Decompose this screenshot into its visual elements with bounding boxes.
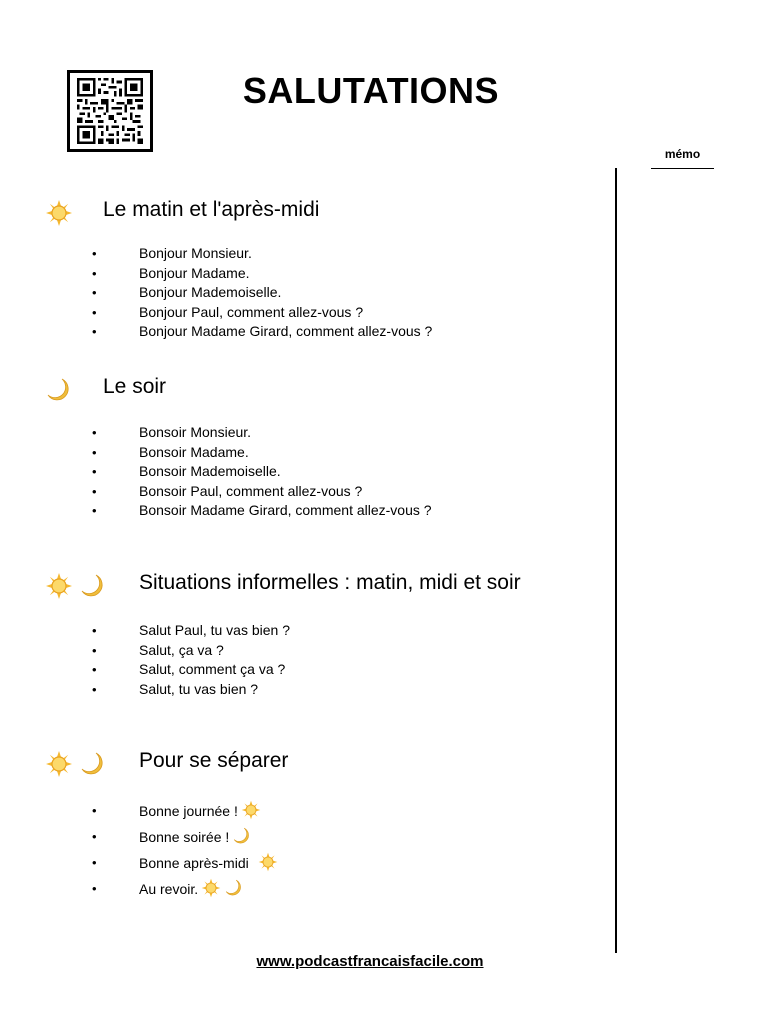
list-item: • Bonne après-midi [0,850,610,876]
moon-icon [79,572,107,600]
moon-icon [45,376,73,404]
section-evening [0,372,610,521]
list-item: • Salut, ça va ? [92,641,224,658]
section-informal [0,568,610,699]
memo-underline [651,168,714,169]
section-heading: Le matin et l'après-midi [103,198,320,221]
greeting-list [0,621,610,699]
sun-icon [258,852,278,872]
list-item: • Bonjour Mademoiselle. [92,284,282,300]
list-item: • Salut Paul, tu vas bien ? [92,622,290,638]
list-item: • Bonsoir Madame. [92,443,249,460]
list-item: • Au revoir. [0,876,610,902]
list-item: • Salut, tu vas bien ? [92,680,259,697]
list-item: • Bonsoir Monsieur. [92,424,252,440]
list-item: • Bonne soirée ! [0,824,610,850]
list-item: • Bonjour Paul, comment allez-vous ? [92,303,364,320]
section-leaving [0,746,610,902]
list-item: • Bonne journée ! [0,798,610,824]
list-item: • Salut, comment ça va ? [92,661,286,677]
greeting-list [0,423,610,521]
website-link[interactable]: www.podcastfrancaisfacile.com [256,953,484,970]
sun-icon [201,878,221,898]
moon-icon [224,878,244,898]
moon-icon [232,826,252,846]
farewell-list [0,798,610,902]
list-item: • Bonsoir Mademoiselle. [92,463,281,479]
sun-icon [241,800,261,820]
list-item: • Bonjour Madame Girard, comment allez-vous ? [92,323,433,339]
sun-icon [45,750,73,778]
sun-icon [45,199,73,227]
list-item: • Bonjour Monsieur. [92,245,252,261]
greeting-list [0,244,610,342]
page-title: SALUTATIONS [242,70,500,111]
list-item: • Bonsoir Madame Girard, comment allez-vous ? [92,502,432,518]
memo-label: mémo [664,147,701,161]
section-morning [0,195,610,342]
sun-icon [45,572,73,600]
list-item: • Bonsoir Paul, comment allez-vous ? [92,482,363,499]
section-heading: Le soir [103,375,167,398]
list-item: • Bonjour Madame. [92,264,250,281]
memo-column-divider [615,168,617,953]
moon-icon [79,750,107,778]
section-heading: Situations informelles : matin, midi et soir [139,571,521,594]
section-heading: Pour se séparer [139,749,289,772]
